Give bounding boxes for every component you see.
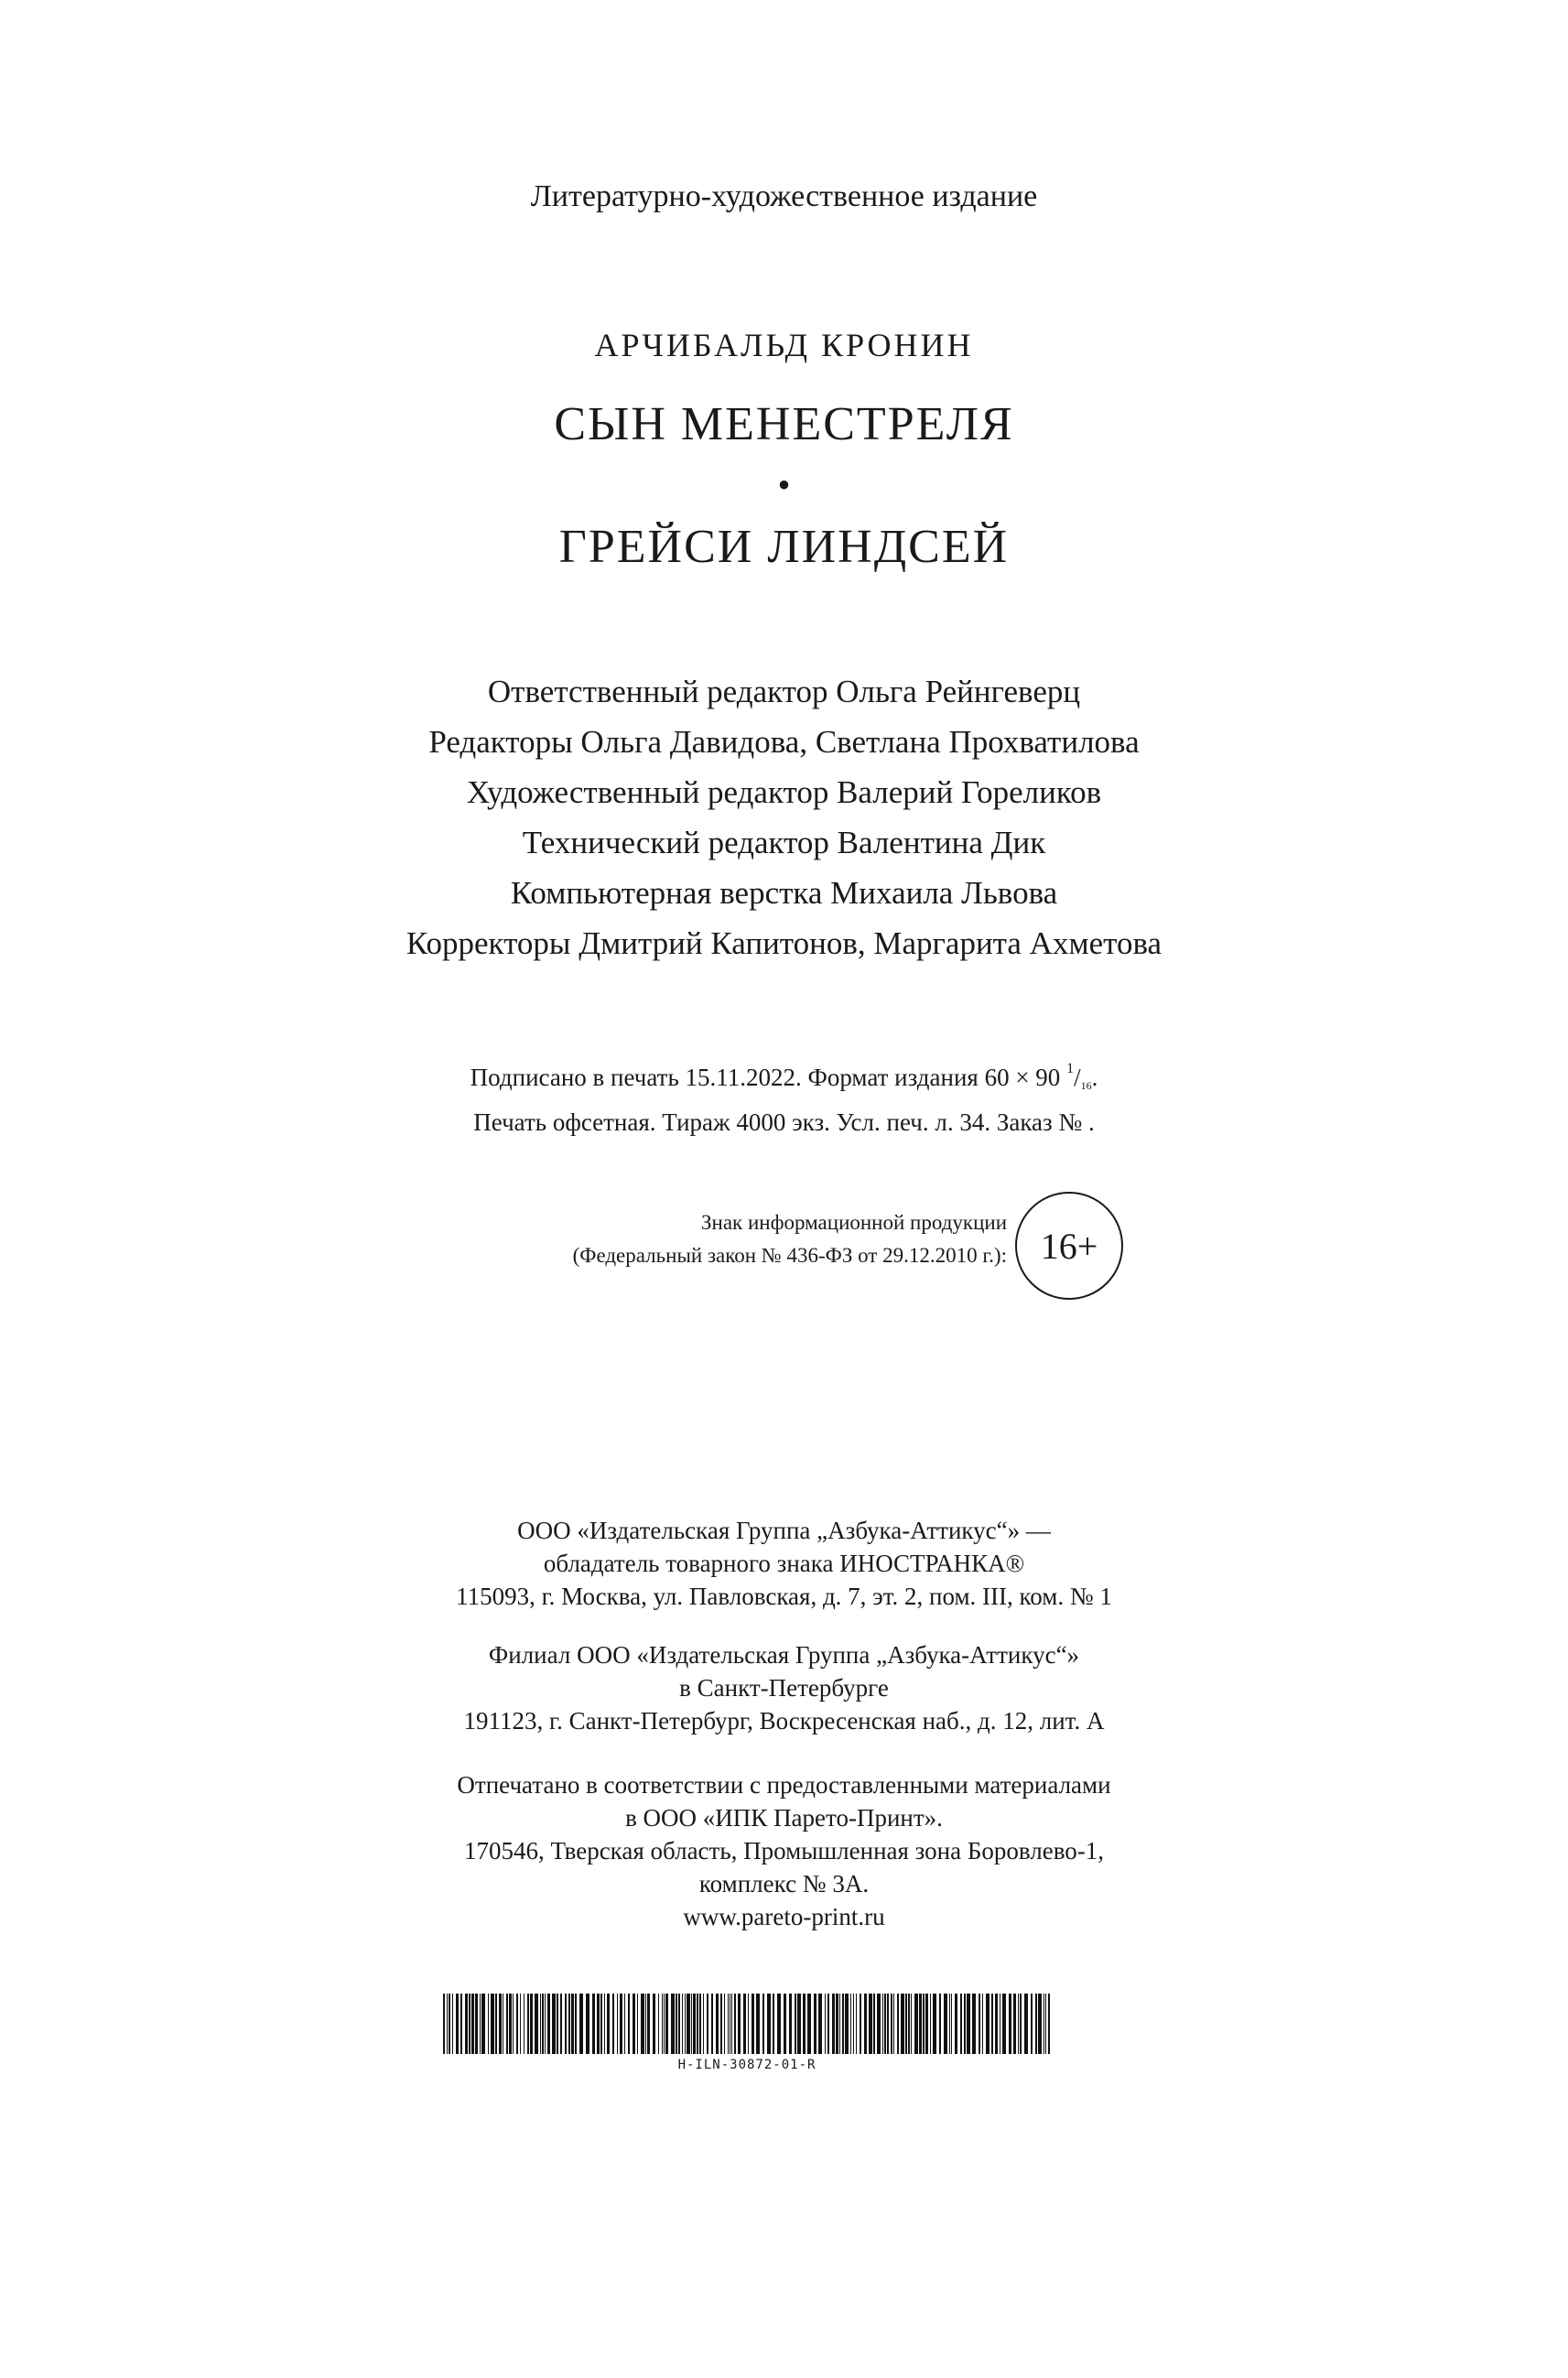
barcode-bar xyxy=(1018,1994,1019,2054)
barcode-bar xyxy=(460,1994,462,2054)
publisher-line: обладатель товарного знака ИНОСТРАНКА® xyxy=(543,1550,1025,1577)
barcode-bar xyxy=(1002,1994,1006,2054)
barcode-bar xyxy=(850,1994,851,2054)
barcode-bar xyxy=(807,1994,811,2054)
edition-type: Литературно-художественное издание xyxy=(530,179,1038,213)
barcode-bar xyxy=(542,1994,544,2054)
barcode-bar xyxy=(743,1994,746,2054)
barcode-bar xyxy=(676,1994,677,2054)
barcode-bar xyxy=(860,1994,861,2054)
barcode-bar xyxy=(911,1994,912,2054)
barcode-bar xyxy=(949,1994,950,2054)
barcode-bar xyxy=(731,1994,732,2054)
barcode-bar xyxy=(720,1994,722,2054)
barcode-bar xyxy=(671,1994,675,2054)
barcode-bar xyxy=(604,1994,605,2054)
barcode-bar xyxy=(919,1994,922,2054)
barcode-bar xyxy=(1024,1994,1028,2054)
barcode-bar xyxy=(864,1994,867,2054)
barcode-bar xyxy=(944,1994,947,2054)
barcode-bar xyxy=(471,1994,474,2054)
barcode-bar xyxy=(986,1994,989,2054)
barcode-bar xyxy=(579,1994,583,2054)
barcode-bar xyxy=(465,1994,468,2054)
barcode-bar xyxy=(756,1994,760,2054)
barcode-bar xyxy=(481,1994,485,2054)
publisher-block xyxy=(0,1514,1568,1613)
barcode-bar xyxy=(748,1994,749,2054)
branch-line: 191123, г. Санкт-Петербург, Воскресенская наб., д. 12, лит. А xyxy=(463,1707,1105,1735)
credit-line: Технический редактор Валентина Дик xyxy=(522,825,1046,860)
print-info-line-1-end: . xyxy=(1091,1064,1098,1091)
barcode-bar xyxy=(891,1994,892,2054)
barcode-bar xyxy=(839,1994,840,2054)
barcode-bar xyxy=(845,1994,849,2054)
credit-line: Художественный редактор Валерий Гореликов xyxy=(466,774,1102,810)
printer-website: www.pareto-print.ru xyxy=(683,1903,885,1930)
barcode-bar xyxy=(967,1994,970,2054)
barcode-bar xyxy=(1048,1994,1050,2054)
barcode-bar xyxy=(612,1994,614,2054)
barcode-bar xyxy=(814,1994,816,2054)
editorial-credits xyxy=(0,666,1568,968)
barcode-bar xyxy=(939,1994,941,2054)
barcode-bar xyxy=(475,1994,478,2054)
barcode-bar xyxy=(469,1994,470,2054)
barcode-bar xyxy=(647,1994,650,2054)
publisher-line: 115093, г. Москва, ул. Павловская, д. 7, эт. 2, пом. III, ком. № 1 xyxy=(456,1583,1112,1610)
barcode-bar xyxy=(797,1994,801,2054)
barcode-bar xyxy=(637,1994,638,2054)
barcode-bar xyxy=(678,1994,680,2054)
barcode-bar xyxy=(516,1994,518,2054)
barcode-bar xyxy=(552,1994,556,2054)
credit-line: Компьютерная верстка Михаила Львова xyxy=(510,875,1058,911)
credit-line: Редакторы Ольга Давидова, Светлана Прохватилова xyxy=(428,724,1140,760)
barcode-bar xyxy=(836,1994,838,2054)
barcode-bar xyxy=(842,1994,844,2054)
barcode-bar xyxy=(571,1994,574,2054)
barcode-bar xyxy=(951,1994,952,2054)
barcode-bar xyxy=(530,1994,533,2054)
barcode-bar xyxy=(456,1994,459,2054)
barcode-bar xyxy=(687,1994,690,2054)
barcode-bar xyxy=(597,1994,600,2054)
barcode-bar xyxy=(982,1994,983,2054)
barcode-bar xyxy=(547,1994,550,2054)
print-info-format: Подписано в печать 15.11.2022. Формат издания 60 × 90 xyxy=(470,1064,1067,1091)
barcode-bar xyxy=(607,1994,610,2054)
barcode-bar xyxy=(480,1994,481,2054)
barcode-bar xyxy=(777,1994,781,2054)
barcode-bar xyxy=(703,1994,704,2054)
barcode-bar xyxy=(568,1994,570,2054)
barcode-bar xyxy=(499,1994,502,2054)
barcode-bar xyxy=(527,1994,529,2054)
print-info-line-2: Печать офсетная. Тираж 4000 экз. Усл. печ. л. 34. Заказ № . xyxy=(473,1108,1095,1136)
barcode-bar xyxy=(1020,1994,1022,2054)
barcode-bar xyxy=(905,1994,907,2054)
barcode-bar xyxy=(560,1994,562,2054)
barcode-bar xyxy=(825,1994,826,2054)
age-rating-label-line-2: (Федеральный закон № 436-ФЗ от 29.12.2010 г.): xyxy=(572,1244,1007,1267)
format-fraction-denominator: 16 xyxy=(1080,1079,1092,1092)
barcode-bar xyxy=(699,1994,701,2054)
barcode-bar xyxy=(693,1994,696,2054)
book-title-one: СЫН МЕНЕСТРЕЛЯ xyxy=(554,398,1014,450)
barcode-bar xyxy=(752,1994,754,2054)
barcode-bar xyxy=(653,1994,655,2054)
printer-line: Отпечатано в соответствии с предоставленными материалами xyxy=(457,1771,1111,1799)
barcode-bar xyxy=(557,1994,558,2054)
barcode-bar xyxy=(452,1994,453,2054)
barcode-bar xyxy=(697,1994,698,2054)
barcode-bar xyxy=(488,1994,489,2054)
barcode-bar xyxy=(575,1994,577,2054)
barcode-bar xyxy=(641,1994,644,2054)
barcode-bar xyxy=(897,1994,899,2054)
barcode-bar xyxy=(972,1994,976,2054)
format-fraction-slash: / xyxy=(1074,1064,1081,1091)
barcode-image xyxy=(443,1994,1051,2054)
barcode-bar xyxy=(960,1994,962,2054)
barcode-bar xyxy=(734,1994,736,2054)
barcode-bar xyxy=(964,1994,966,2054)
barcode-bar xyxy=(955,1994,957,2054)
barcode-bar xyxy=(784,1994,786,2054)
printer-line: 170546, Тверская область, Промышленная зона Боровлево-1, xyxy=(463,1837,1105,1865)
barcode-bar xyxy=(520,1994,521,2054)
printer-line: комплекс № 3А. xyxy=(698,1870,870,1897)
barcode-bar xyxy=(628,1994,630,2054)
barcode-bar xyxy=(832,1994,835,2054)
barcode-bar xyxy=(877,1994,881,2054)
author-name: АРЧИБАЛЬД КРОНИН xyxy=(594,327,974,363)
barcode-bar xyxy=(1045,1994,1046,2054)
barcode-bar xyxy=(495,1994,497,2054)
barcode-bar xyxy=(908,1994,910,2054)
branch-line: Филиал ООО «Издательская Группа „Азбука-Аттикус“» xyxy=(488,1641,1080,1669)
age-rating-badge: 16+ xyxy=(1015,1192,1123,1300)
barcode-bar xyxy=(884,1994,886,2054)
barcode-bar xyxy=(1035,1994,1037,2054)
barcode-bar xyxy=(682,1994,683,2054)
barcode-bar xyxy=(665,1994,668,2054)
barcode-bar xyxy=(506,1994,508,2054)
barcode-bar xyxy=(767,1994,771,2054)
barcode-bar xyxy=(795,1994,796,2054)
barcode-bar xyxy=(617,1994,618,2054)
barcode-bar xyxy=(818,1994,822,2054)
print-info-line-1 xyxy=(0,1051,1568,1104)
barcode-bar xyxy=(443,1994,445,2054)
barcode-bar xyxy=(873,1994,875,2054)
barcode-bar xyxy=(592,1994,595,2054)
credit-line: Корректоры Дмитрий Капитонов, Маргарита Ахметова xyxy=(406,925,1162,961)
barcode-bar xyxy=(1031,1994,1033,2054)
printer-line: в ООО «ИПК Парето-Принт». xyxy=(625,1804,943,1832)
barcode-bar xyxy=(789,1994,792,2054)
book-title-two: ГРЕЙСИ ЛИНДСЕЙ xyxy=(558,521,1010,573)
barcode-bar xyxy=(545,1994,546,2054)
barcode-bar xyxy=(803,1994,806,2054)
barcode-bar xyxy=(853,1994,854,2054)
barcode-bar xyxy=(540,1994,541,2054)
barcode-bar xyxy=(979,1994,980,2054)
barcode-bar xyxy=(1013,1994,1016,2054)
age-rating-label xyxy=(384,1206,1007,1272)
barcode-bar xyxy=(882,1994,883,2054)
barcode-bar xyxy=(728,1994,729,2054)
barcode-bar xyxy=(600,1994,602,2054)
publisher-line: ООО «Издательская Группа „Азбука-Аттикус“» — xyxy=(517,1517,1051,1544)
barcode-bar xyxy=(447,1994,448,2054)
barcode-bar xyxy=(535,1994,538,2054)
format-fraction-numerator: 1 xyxy=(1066,1061,1075,1076)
barcode-label: H-ILN-30872-01-R xyxy=(677,2058,816,2072)
barcode-bar xyxy=(513,1994,514,2054)
barcode-bar xyxy=(565,1994,567,2054)
branch-line: в Санкт-Петербурге xyxy=(679,1674,889,1702)
barcode-bar xyxy=(827,1994,829,2054)
barcode-bar xyxy=(995,1994,998,2054)
barcode-bar xyxy=(724,1994,725,2054)
barcode-bar xyxy=(856,1994,857,2054)
barcode-bar xyxy=(624,1994,625,2054)
barcode-bar xyxy=(691,1994,692,2054)
barcode-bar xyxy=(738,1994,741,2054)
barcode-bar xyxy=(716,1994,719,2054)
barcode-bar xyxy=(707,1994,708,2054)
barcode-bar xyxy=(633,1994,635,2054)
printer-block xyxy=(0,1768,1568,1933)
barcode-bar xyxy=(893,1994,894,2054)
barcode-bar xyxy=(509,1994,512,2054)
barcode-bar xyxy=(491,1994,494,2054)
branch-block xyxy=(0,1638,1568,1737)
barcode-bar xyxy=(685,1994,686,2054)
barcode-bar xyxy=(887,1994,889,2054)
barcode-bar xyxy=(923,1994,925,2054)
print-info xyxy=(0,1051,1568,1140)
barcode-bar xyxy=(645,1994,646,2054)
barcode-bar xyxy=(773,1994,774,2054)
barcode-bar xyxy=(869,1994,872,2054)
barcode-bar xyxy=(914,1994,918,2054)
barcode-bar xyxy=(925,1994,928,2054)
barcode-bar xyxy=(658,1994,659,2054)
barcode-bar xyxy=(449,1994,450,2054)
barcode-bar xyxy=(901,1994,904,2054)
barcode-bar xyxy=(620,1994,622,2054)
barcode-bar xyxy=(586,1994,589,2054)
barcode-bar xyxy=(930,1994,931,2054)
barcode-bar xyxy=(1009,1994,1011,2054)
barcode-bar xyxy=(711,1994,713,2054)
title-separator: • xyxy=(777,464,791,505)
credit-line: Ответственный редактор Ольга Рейнгеверц xyxy=(487,674,1081,709)
barcode-bar xyxy=(933,1994,936,2054)
age-rating-label-line-1: Знак информационной продукции xyxy=(701,1211,1007,1234)
barcode-bar xyxy=(991,1994,993,2054)
barcode-bar xyxy=(662,1994,663,2054)
barcode-bar xyxy=(664,1994,665,2054)
barcode-bar xyxy=(762,1994,764,2054)
barcode-bar xyxy=(1038,1994,1042,2054)
